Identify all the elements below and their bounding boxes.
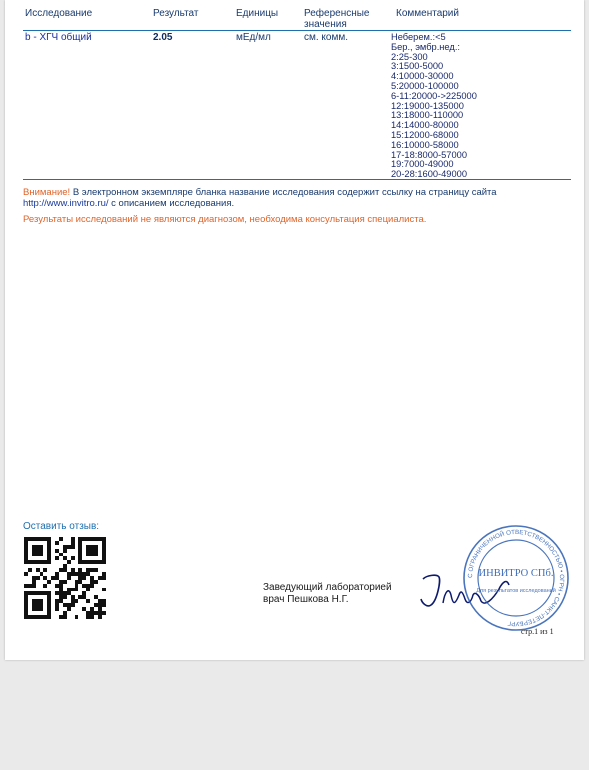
signature-block [263,582,392,606]
comment-line: 17-18:8000-57000 [391,149,467,160]
comment-line: Бер., эмбр.нед.: [391,41,460,52]
header-study: Исследование [25,8,93,19]
disclaimer-text: Результаты исследований не являются диагнозом, необходима консультация специалиста. [23,214,427,225]
comment-line: 15:12000-68000 [391,129,459,140]
header-reference-line1: Референсные [304,8,370,19]
header-result: Результат [153,8,199,19]
invitro-link[interactable]: http://www.invitro.ru/ [23,198,109,209]
feedback-qr-code[interactable] [24,537,106,619]
header-units: Единицы [236,8,279,19]
comment-list [391,33,477,180]
comment-line: Неберем.:<5 [391,32,446,42]
comment-line: 20-28:1600-49000 [391,169,467,180]
comment-line: 5:20000-100000 [391,80,459,91]
feedback-label: Оставить отзыв: [23,521,100,532]
units-value: мЕд/мл [236,32,271,43]
laboratory-stamp [460,522,572,634]
comment-line: 2:25-300 [391,51,428,62]
page-number: стр.1 из 1 [521,627,554,636]
result-value: 2.05 [153,32,173,43]
notice-part1: В электронном экземпляре бланка название исследования содержит ссылку на страницу сайта [70,187,497,198]
comment-line: 12:19000-135000 [391,100,464,111]
comment-line: 14:14000-80000 [391,120,459,131]
comment-line: 13:18000-110000 [391,110,464,121]
stamp-inner-text: Для результатов исследований [476,588,556,594]
table-bottom-rule [23,179,571,180]
table-header-rule [23,30,571,31]
signatory-name: врач Пешкова Н.Г. [263,594,349,605]
warning-label: Внимание! [23,187,71,198]
stamp-ring-text: С ОГРАНИЧЕННОЙ ОТВЕТСТВЕННОСТЬЮ • ОГРН • САНКТ-ПЕТЕРБУРГ [466,528,566,628]
comment-line: 4:10000-30000 [391,71,454,82]
header-reference [304,8,370,30]
study-name-link[interactable]: b - ХГЧ общий [25,32,92,43]
stamp-center-text: ИНВИТРО СПб. [478,568,554,579]
notice-text [23,187,568,209]
comment-line: 16:10000-58000 [391,139,459,150]
report-page [5,0,584,660]
notice-part2: с описанием исследования. [108,198,235,209]
reference-value: см. комм. [304,32,349,43]
signatory-title: Заведующий лабораторией [263,582,392,593]
header-comment: Комментарий [396,8,459,19]
comment-line: 3:1500-5000 [391,61,444,72]
comment-line: 6-11:20000->225000 [391,90,477,101]
comment-line: 19:7000-49000 [391,159,454,170]
header-reference-line2: значения [304,19,347,30]
